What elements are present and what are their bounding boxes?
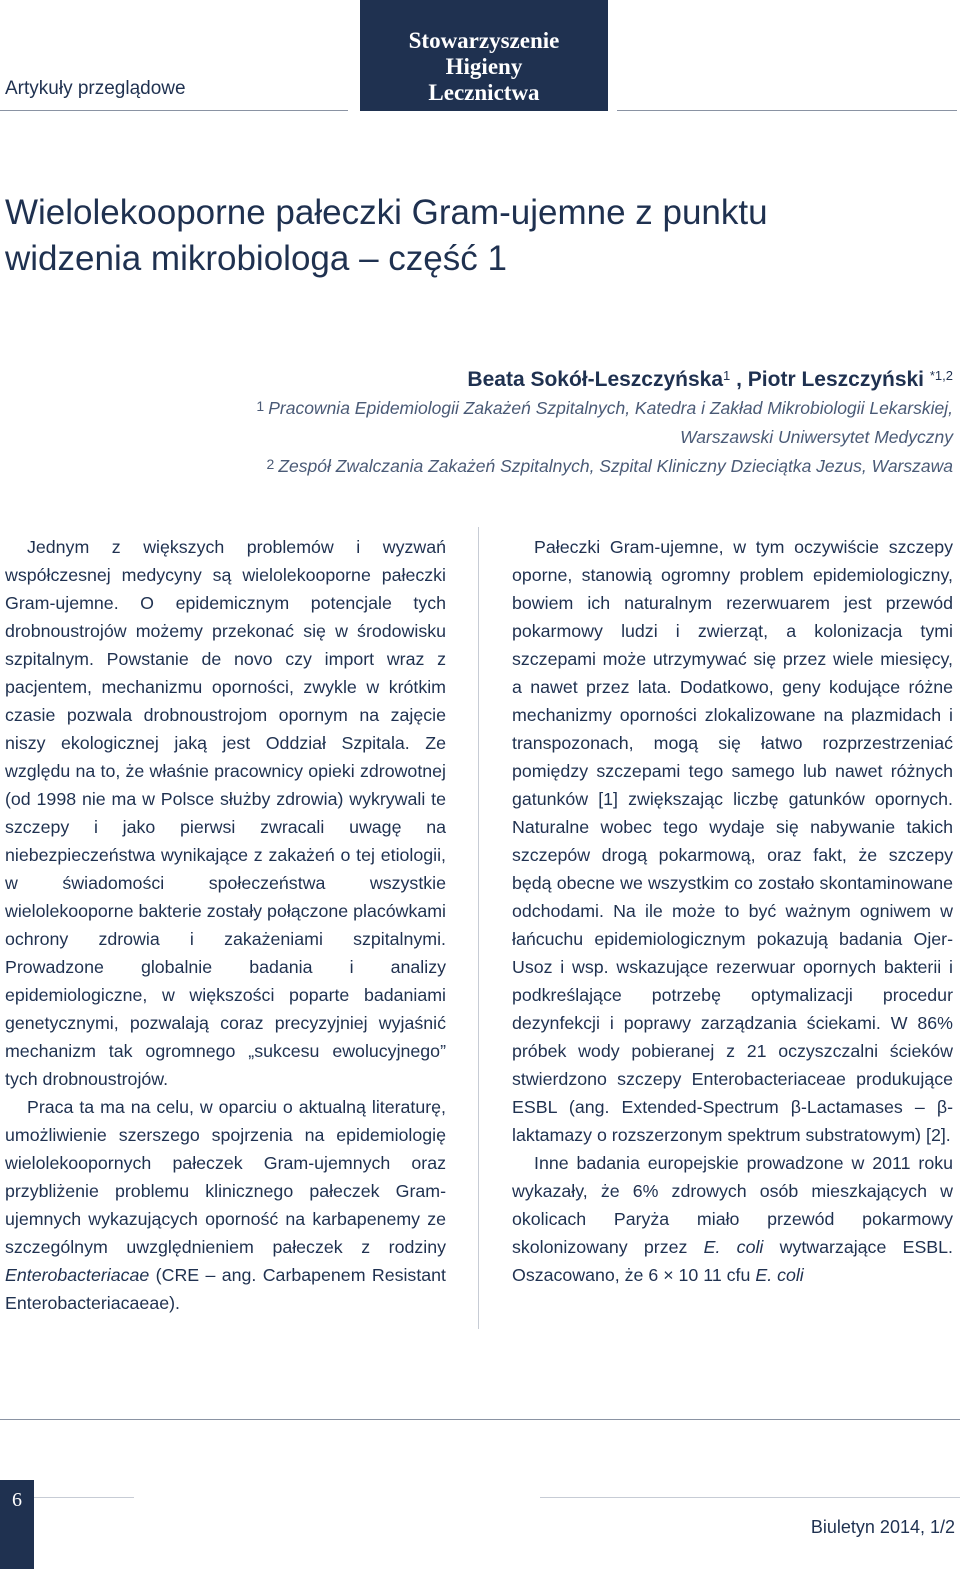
left-p2-text-b: (CRE – ang. Carbapenem Resistant Enterobacteriacaeae). <box>5 1265 446 1313</box>
left-paragraph-1: Jednym z większych problemów i wyzwań współczesnej medycyny są wielolekooporne pałeczki Gram-ujemne. O epidemicznym potencjale tych drobnoustrojów możemy przekonać się w środowisku szpitalnym. Powstanie de novo czy import wraz z pacjentem, mechanizmu oporności, zwykle w krótkim czasie pozwala drobnoustrojom opornym na zajęcie niszy ekologicznej jaką jest Oddział Szpitala. Ze względu na to, że właśnie pracownicy opieki zdrowotnej (od 1998 nie ma w Polsce służby zdrowia) wykrywali te szczepy i jako pierwsi zwracali uwagę na niebezpieczeństwa wynikające z zakażeń o tej etiologii, w świadomości społeczeństwa wszystkie wielolekooporne bakterie zostały połączone placówkami ochrony zdrowia i zakażeniami szpitalnymi. Prowadzone globalnie badania i analizy epidemiologiczne, w większości poparte badaniami genetycznymi, pozwalają coraz precyzyjniej wyjaśnić mechanizm tak ogromnego „sukcesu ewolucyjnego” tych drobnoustrojów. <box>5 537 446 1089</box>
body-column-left <box>5 533 446 1317</box>
affiliation-1-line-1: Pracownia Epidemiologii Zakażeń Szpitalnych, Katedra i Zakład Mikrobiologii Lekarskiej, <box>268 398 953 418</box>
logo-line-3: Lecznictwa <box>428 80 540 105</box>
affiliation-2-number: 2 <box>266 456 275 472</box>
author-2-affiliation: *1,2 <box>929 368 953 383</box>
body-column-right <box>512 533 953 1289</box>
affiliation-1 <box>256 398 953 419</box>
right-paragraph-2 <box>512 1149 953 1289</box>
affiliation-1-line-2: Warszawski Uniwersytet Medyczny <box>680 427 953 447</box>
affiliation-1-cont <box>680 427 953 448</box>
header-rule-right <box>617 110 957 111</box>
title-line-1: Wielolekooporne pałeczki Gram-ujemne z punktu <box>5 193 768 232</box>
left-p2-text-a: Praca ta ma na celu, w oparciu o aktualną literaturę, umożliwienie szerszego spojrzenia na epidemiologię wielolekoopornych pałeczek Gram-ujemnych oraz przybliżenie problemu klinicznego pałeczek Gram-ujemnych wykazujących oporność na karbapenemy ze szczególnym uwzględnieniem pałeczek z rodziny <box>5 1097 446 1257</box>
section-label: Artykuły przeglądowe <box>5 78 186 99</box>
footer-rule-right <box>540 1497 960 1498</box>
logo-line-1: Stowarzyszenie <box>408 28 560 53</box>
footer-rule-left <box>34 1497 134 1498</box>
left-p2-italic: Enterobacteriacae <box>5 1265 150 1285</box>
title-line-2: widzenia mikrobiologa – część 1 <box>5 239 507 278</box>
right-p2-text-a: Inne badania europejskie prowadzone w 2011 roku wykazały, że 6% zdrowych osób mieszkających w okolicach Paryża miało przewód pokarmowy skolonizowany przez <box>512 1153 953 1257</box>
article-title <box>5 190 925 282</box>
header-rule-left <box>0 110 348 111</box>
affiliation-1-number: 1 <box>256 398 265 414</box>
affiliation-2 <box>267 456 953 477</box>
affiliation-2-line-1: Zespół Zwalczania Zakażeń Szpitalnych, Szpital Kliniczny Dzieciątka Jezus, Warszawa <box>278 456 953 476</box>
author-2: Piotr Leszczyński <box>747 368 930 391</box>
society-logo <box>360 0 608 111</box>
page-number: 6 <box>0 1480 34 1569</box>
author-1: Beata Sokół-Leszczyńska <box>467 368 724 391</box>
journal-info: Biuletyn 2014, 1/2 <box>810 1517 955 1537</box>
authors <box>467 368 953 392</box>
right-p2-italic-1: E. coli <box>703 1237 764 1257</box>
author-separator: , <box>730 368 748 391</box>
author-1-affiliation: 1 <box>723 368 731 383</box>
right-p2-italic-2: E. coli <box>755 1265 804 1285</box>
column-divider <box>478 527 479 1329</box>
right-paragraph-1: Pałeczki Gram-ujemne, w tym oczywiście szczepy oporne, stanowią ogromny problem epidemiologiczny, bowiem ich naturalnym rezerwuarem jest przewód pokarmowy ludzi i zwierząt, a kolonizacja tymi szczepami może utrzymywać się przez wiele miesięcy, a nawet przez lata. Dodatkowo, geny kodujące różne mechanizmy oporności zlokalizowane na plazmidach i transpozonach, mogą się łatwo rozprzestrzeniać pomiędzy szczepami tego samego lub nawet różnych gatunków [1] zwiększając liczbę gatunków opornych. Naturalne wobec tego wydaje się nabywanie takich szczepów drogą pokarmową, oraz fakt, że szczepy będą obecne we wszystkim co zostało skontaminowane odchodami. Na ile może to być ważnym ogniwem w łańcuchu epidemiologicznym pokazują badania Ojer-Usoz i wsp. wskazujące rezerwuar opornych bakterii i podkreślające potrzebę optymalizacji procedur dezynfekcji i poprawy zarządzania ściekami. W 86% próbek wody pobieranej z 21 oczyszczalni ścieków stwierdzono szczepy Enterobacteriaceae produkujące ESBL (ang. Extended-Spectrum β-Lactamases – β-laktamazy o rozszerzonym spektrum substratowym) [2]. <box>512 537 953 1145</box>
left-paragraph-2 <box>5 1093 446 1317</box>
right-p2-text-b: wytwarzające ESBL. Oszacowano, że 6 × 10 11 cfu <box>512 1237 953 1285</box>
logo-line-2: Higieny <box>445 54 523 79</box>
footer-rule <box>0 1419 960 1420</box>
